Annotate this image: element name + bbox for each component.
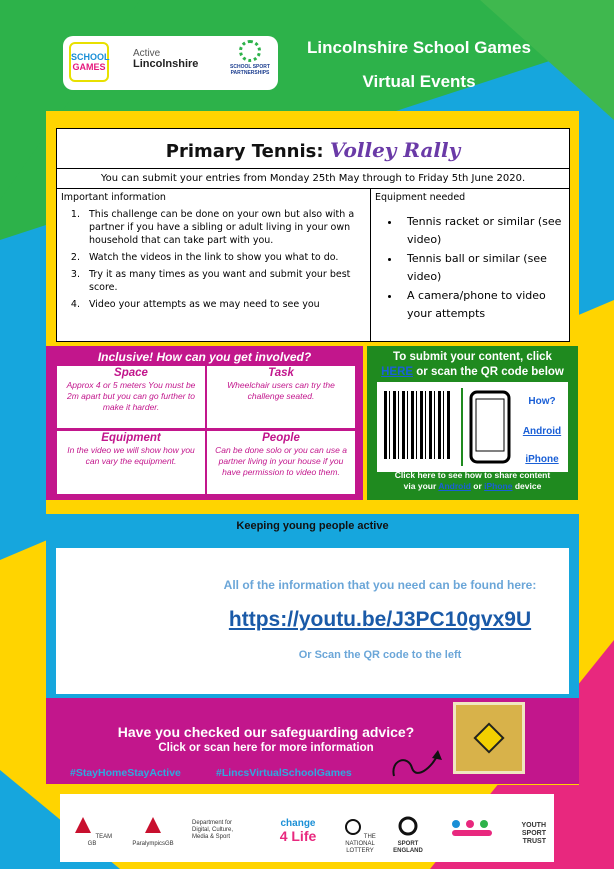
equipment-needed — [371, 189, 569, 341]
change4life-logo: change 4 Life — [279, 818, 317, 844]
active-lincolnshire-logo: Active Lincolnshire — [133, 48, 199, 70]
important-item: 4. Video your attempts as we may need to see you — [83, 298, 366, 311]
inclusive-title: Inclusive! How can you get involved? — [97, 350, 312, 364]
safeguarding-box[interactable] — [46, 698, 579, 784]
important-item: 3. Try it as many times as you want and submit your best score. — [83, 268, 366, 294]
youtube-link[interactable]: https://youtu.be/J3PC10gvx9U — [228, 608, 532, 631]
safeguarding-qr-code[interactable] — [453, 702, 525, 774]
how-label: How? — [528, 396, 556, 407]
inclusive-cell-task: Task Wheelchair users can try the challenge seated. — [207, 366, 355, 428]
equipment-heading: Equipment needed — [375, 192, 466, 203]
important-item: 2. Watch the videos in the link to show you what to do. — [83, 251, 366, 264]
info-table — [56, 128, 570, 342]
event-title: Primary Tennis: Volley Rally — [57, 129, 569, 169]
video-section — [46, 514, 579, 698]
submit-qr-code[interactable] — [384, 391, 450, 459]
page-title: Lincolnshire School Games — [307, 38, 531, 57]
video-info-text: All of the information that you need can be found here: — [223, 578, 537, 592]
inclusive-cell-people: People Can be done solo or you can use a partner living in your house if you have permission to video them. — [207, 431, 355, 494]
equipment-item: • Tennis ball or similar (see video) — [401, 250, 565, 286]
sport-england-logo: SPORT ENGLAND — [388, 816, 428, 855]
inclusive-box — [46, 346, 363, 500]
inclusive-cell-space: Space Approx 4 or 5 meters You must be 2m apart but you can go further to make it harder. — [57, 366, 205, 428]
safeguarding-title: Have you checked our safeguarding advice? — [117, 724, 415, 740]
safeguarding-subtitle: Click or scan here for more information — [158, 742, 374, 754]
important-heading: Important information — [61, 192, 166, 203]
phone-icon — [469, 390, 511, 464]
submit-here-link[interactable]: HERE — [381, 366, 414, 378]
national-lottery-logo: THE NATIONAL LOTTERY — [342, 818, 378, 855]
youth-sport-trust-logo: YOUTH SPORT TRUST — [446, 822, 546, 846]
dcms-logo: Department for Digital, Culture, Media & Sport — [192, 820, 234, 840]
equipment-item: • A camera/phone to video your attempts — [401, 287, 565, 323]
submit-box: To submit your content, click HERE or scan the QR code below How? Android iPhone Click here to see how to share content via your Android or iPhone device — [367, 346, 578, 500]
important-info — [57, 189, 371, 341]
inclusive-cell-equipment: Equipment In the video we will show how you can vary the equipment. — [57, 431, 205, 494]
hashtag-stay-home: #StayHomeStayActive — [70, 767, 181, 779]
equipment-item: • Tennis racket or similar (see video) — [401, 213, 565, 249]
android-link[interactable]: Android — [522, 426, 562, 437]
submit-text: To submit your content, click — [393, 351, 552, 363]
share-instructions[interactable]: Click here to see how to share content via your Android or iPhone device — [394, 470, 551, 491]
team-gb-logo: TEAM GB — [70, 814, 114, 848]
header-logo-card — [63, 36, 278, 90]
curved-arrow-icon — [388, 746, 444, 782]
school-sport-partnerships-logo: SCHOOL SPORT PARTNERSHIPS — [227, 40, 273, 86]
page-subtitle: Virtual Events — [362, 72, 476, 91]
scan-qr-text: Or Scan the QR code to the left — [298, 649, 462, 661]
sponsor-logos — [0, 800, 614, 860]
entry-dates: You can submit your entries from Monday 25th May through to Friday 5th June 2020. — [57, 169, 569, 189]
video-heading: Keeping young people active — [236, 520, 389, 532]
event-name: Volley Rally — [329, 138, 461, 162]
paralympics-gb-logo: ParalympicsGB — [128, 814, 178, 848]
iphone-link[interactable]: iPhone — [525, 454, 559, 465]
school-games-logo: SCHOOL GAMES — [69, 42, 109, 82]
hashtag-lincs: #LincsVirtualSchoolGames — [216, 767, 352, 779]
submit-qr-panel — [377, 382, 568, 472]
important-item: 1. This challenge can be done on your own but also with a partner if you have a sibling or adult living in your own household that can take part with you. — [83, 208, 366, 247]
